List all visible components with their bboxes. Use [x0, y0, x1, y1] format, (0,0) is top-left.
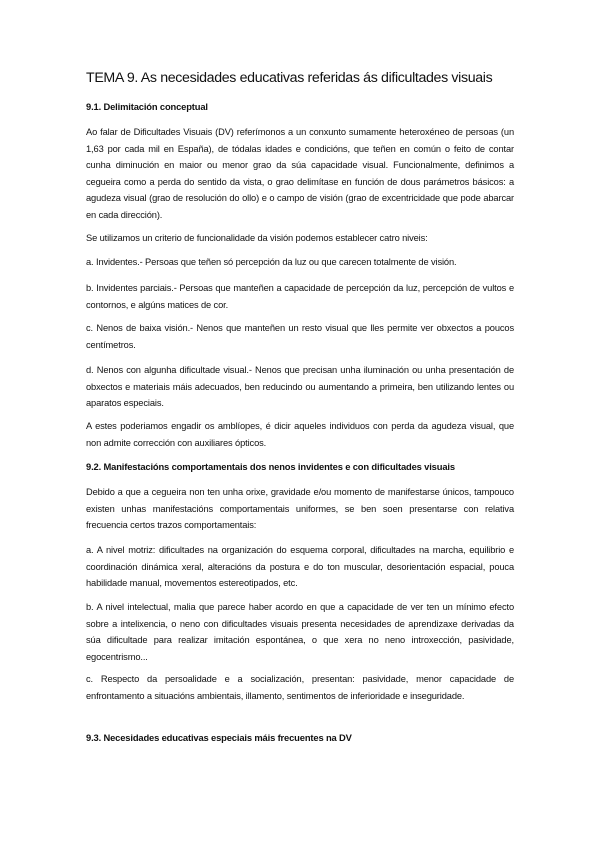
- paragraph-amblyopia: A estes poderiamos engadir os amblíopes, é dicir aqueles individuos con perda da agudeza visual, que non admite corrección con auxiliares ópticos.: [86, 421, 514, 448]
- paragraph-level-c: c. Nenos de baixa visión.- Nenos que manteñen un resto visual que lles permite ver obxectos a poucos centímetros.: [86, 323, 514, 350]
- section-heading-9-3: 9.3. Necesidades educativas especiais máis frecuentes na DV: [86, 732, 352, 743]
- section-heading-9-2: 9.2. Manifestacións comportamentais dos nenos invidentes e con dificultades visuais: [86, 461, 455, 472]
- paragraph-level-b: b. Invidentes parciais.- Persoas que manteñen a capacidade de percepción da luz, percepción de vultos e contornos, e algúns matices de cor.: [86, 283, 514, 310]
- section-heading-9-1: 9.1. Delimitación conceptual: [86, 101, 208, 112]
- paragraph-level-d: d. Nenos con algunha dificultade visual.- Nenos que precisan unha iluminación ou unha presentación de obxectos e materiais máis adecuados, ben reducindo ou aumentando a primeira, ben utilizando lentes ou aparatos especiais.: [86, 365, 514, 409]
- paragraph-behaviour-intro: Debido a que a cegueira non ten unha orixe, gravidade e/ou momento de manifestarse únicos, tampouco existen unhas manifestacións comportamentais uniformes, se ben soen presentarse con relativa frecuencia certos trazos comportamentais:: [86, 487, 514, 531]
- paragraph-motor-level: a. A nivel motriz: dificultades na organización do esquema corporal, dificultades na marcha, equilibrio e coordinación dinámica xeral, alteracións da postura e do ton muscular, desorientación espacial, pouca habilidade manual, movementos estereotipados, etc.: [86, 545, 514, 589]
- page-title: TEMA 9. As necesidades educativas referidas ás dificultades visuais: [86, 70, 493, 86]
- paragraph-level-a: a. Invidentes.- Persoas que teñen só percepción da luz ou que carecen totalmente de visión.: [86, 257, 457, 267]
- paragraph-dv-definition: Ao falar de Dificultades Visuais (DV) referímonos a un conxunto sumamente heteroxéneo de persoas (un 1,63 por cada mil en España), de tódalas idades e condicións, que teñen en común o feito de contar cunha diminución en maior ou menor grao da súa capacidade visual. Funcionalmente, definimos a cegueira como a perda do sentido da vista, o grao delimítase en función de dous parámetros básicos: a agudeza visual (grao de resolución do ollo) e o campo de visión (grao de excentricidade que pode abarcar en cada dirección).: [86, 127, 514, 220]
- paragraph-levels-intro: Se utilizamos un criterio de funcionalidade da visión podemos establecer catro niveis:: [86, 233, 428, 243]
- paragraph-personality-level: c. Respecto da persoalidade e a socialización, presentan: pasividade, menor capacidade de enfrontamento a situacións ambientais, illamento, sentimentos de inferioridade e inseguridade.: [86, 674, 514, 701]
- paragraph-intellectual-level: b. A nivel intelectual, malia que parece haber acordo en que a capacidade de ver ten un mínimo efecto sobre a intelixencia, o neno con dificultades visuais presenta necesidades de aprendizaxe derivadas da súa dificultade para realizar imitación espontánea, o que xera no neno introxección, pasividade, egocentrismo...: [86, 602, 514, 662]
